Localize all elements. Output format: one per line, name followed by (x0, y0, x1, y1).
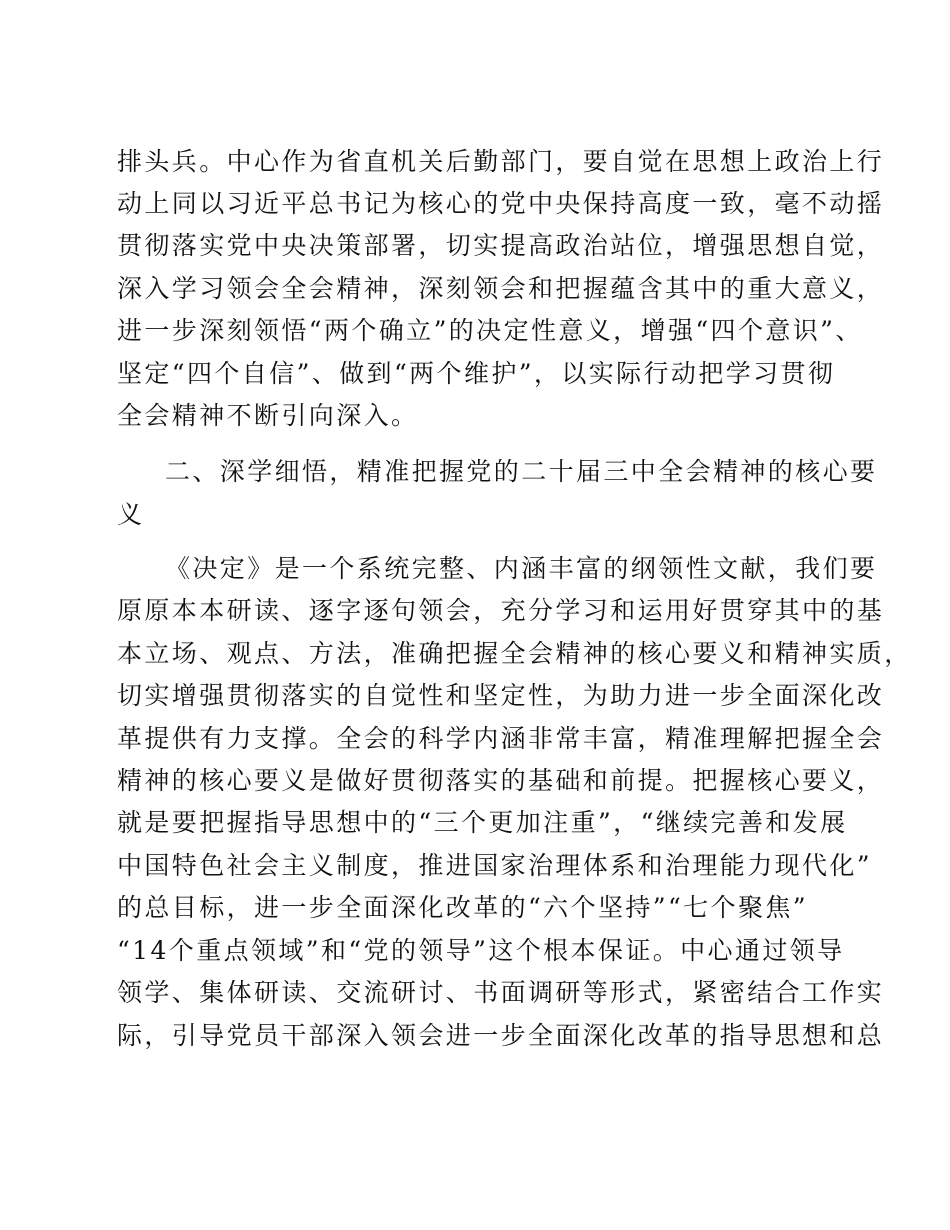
paragraph-1-line-4: 深入学习领会全会精神，深刻领会和把握蕴含其中的重大意义， (117, 274, 885, 303)
paragraph-2-line-12: 际，引导党员干部深入领会进一步全面深化改革的指导思想和总 (117, 1021, 885, 1050)
paragraph-2-line-3: 本立场、观点、方法，准确把握全会精神的核心要义和精神实质， (117, 639, 912, 668)
paragraph-1-line-7: 全会精神不断引向深入。 (117, 401, 419, 430)
paragraph-2-line-9: 的总目标，进一步全面深化改革的“六个坚持”“七个聚焦” (117, 893, 808, 922)
paragraph-2-line-10: “14个重点领域”和“党的领导”这个根本保证。中心通过领导 (117, 936, 845, 965)
paragraph-1-line-5: 进一步深刻领悟“两个确立”的决定性意义，增强“四个意识”、 (117, 316, 863, 345)
paragraph-1-line-3: 贯彻落实党中央决策部署，切实提高政治站位，增强思想自觉， (117, 231, 885, 260)
paragraph-2-line-7: 就是要把握指导思想中的“三个更加注重”，“继续完善和发展 (117, 808, 848, 837)
paragraph-2-line-8: 中国特色社会主义制度，推进国家治理体系和治理能力现代化” (117, 851, 872, 880)
section-heading-2-line-1: 二、深学细悟，精准把握党的二十届三中全会精神的核心要 (165, 457, 878, 486)
paragraph-2-line-5: 革提供有力支撑。全会的科学内涵非常丰富，精准理解把握全会 (117, 724, 885, 753)
paragraph-2-line-1: 《决定》是一个系统完整、内涵丰富的纲领性文献，我们要 (165, 554, 878, 583)
paragraph-2-line-2: 原原本本研读、逐字逐句领会，充分学习和运用好贯穿其中的基 (117, 596, 885, 625)
paragraph-2-line-6: 精神的核心要义是做好贯彻落实的基础和前提。把握核心要义， (117, 766, 885, 795)
paragraph-1-line-2: 动上同以习近平总书记为核心的党中央保持高度一致，毫不动摇 (117, 189, 885, 218)
section-heading-2-line-2: 义 (117, 500, 145, 529)
paragraph-2-line-11: 领学、集体研读、交流研讨、书面调研等形式，紧密结合工作实 (117, 978, 885, 1007)
paragraph-1-line-6: 坚定“四个自信”、做到“两个维护”，以实际行动把学习贯彻 (117, 359, 836, 388)
paragraph-2-line-4: 切实增强贯彻落实的自觉性和坚定性，为助力进一步全面深化改 (117, 681, 885, 710)
paragraph-1-line-1: 排头兵。中心作为省直机关后勤部门，要自觉在思想上政治上行 (117, 147, 885, 176)
